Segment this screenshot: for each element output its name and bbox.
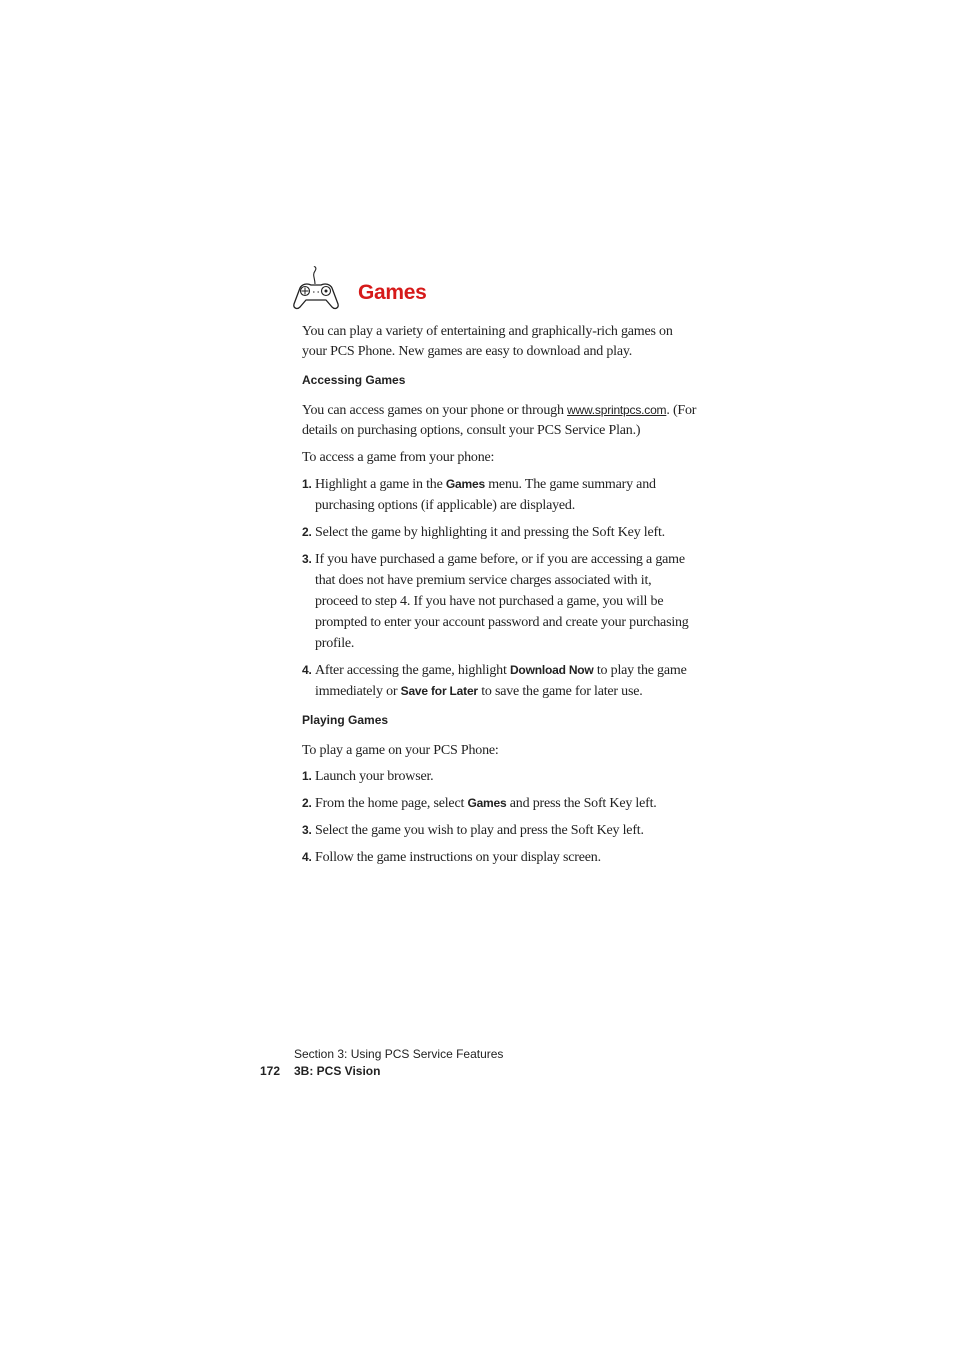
step-number: 3.: [302, 552, 312, 566]
step-number: 3.: [302, 823, 312, 837]
step-text: Launch your browser.: [315, 769, 434, 784]
step-text: to play the game immediately or: [315, 663, 687, 699]
list-item: [302, 793, 697, 814]
accessing-text-before-link: You can access games on your phone or through: [302, 403, 568, 418]
list-item: [302, 474, 697, 516]
step-text: and press the Soft Key left.: [506, 796, 657, 811]
intro-paragraph: You can play a variety of entertaining and graphically-rich games on your PCS Phone. New games are easy to download and play.: [302, 324, 673, 359]
access-intro-paragraph: To access a game from your phone:: [302, 450, 495, 465]
sprintpcs-link[interactable]: www.sprintpcs.com: [567, 403, 667, 417]
step-text: After accessing the game, highlight: [315, 663, 510, 678]
footer-page-line: [260, 1063, 503, 1080]
games-option-label: Games: [467, 796, 507, 810]
main-content: [302, 322, 697, 868]
list-item: [302, 660, 697, 702]
step-text: menu. The game summary and purchasing options (if applicable) are displayed.: [315, 477, 656, 513]
step-text: Follow the game instructions on your display screen.: [315, 850, 601, 865]
page-number: 172: [260, 1064, 281, 1078]
page-title: Games: [358, 281, 427, 304]
footer-chapter-title: 3B: PCS Vision: [294, 1064, 381, 1078]
games-menu-label: Games: [445, 477, 485, 491]
list-item: [302, 766, 697, 787]
list-item: [302, 847, 697, 868]
step-number: 2.: [302, 796, 312, 810]
access-steps-list: [302, 474, 697, 702]
game-controller-icon: [290, 266, 342, 312]
download-now-label: Download Now: [509, 663, 594, 677]
step-number: 4.: [302, 850, 312, 864]
step-number: 4.: [302, 663, 312, 677]
step-text: Highlight a game in the: [315, 477, 446, 492]
step-text: Select the game by highlighting it and pressing the Soft Key left.: [315, 525, 665, 540]
list-item: [302, 522, 697, 543]
save-for-later-label: Save for Later: [400, 684, 478, 698]
step-number: 1.: [302, 769, 312, 783]
page-footer: [260, 1046, 503, 1080]
step-number: 2.: [302, 525, 312, 539]
accessing-games-heading: Accessing Games: [302, 373, 406, 387]
accessing-paragraph: [302, 400, 697, 441]
step-text: to save the game for later use.: [477, 684, 643, 699]
playing-games-heading: Playing Games: [302, 713, 389, 727]
list-item: [302, 549, 697, 654]
step-number: 1.: [302, 477, 312, 491]
step-text: From the home page, select: [315, 796, 468, 811]
accessing-text-after-link: . (For details on purchasing options, consult your PCS Service Plan.): [302, 403, 697, 438]
list-item: [302, 820, 697, 841]
step-text: Select the game you wish to play and press the Soft Key left.: [315, 823, 644, 838]
footer-section-title: Section 3: Using PCS Service Features: [294, 1047, 504, 1061]
playing-intro-paragraph: To play a game on your PCS Phone:: [302, 743, 499, 758]
step-text: If you have purchased a game before, or if you are accessing a game that does not have premium service charges associated with it, proceed to step 4. If you have not purchased a game, you will be prompted to enter your account password and create your purchasing profile.: [315, 552, 689, 651]
play-steps-list: [302, 766, 697, 868]
